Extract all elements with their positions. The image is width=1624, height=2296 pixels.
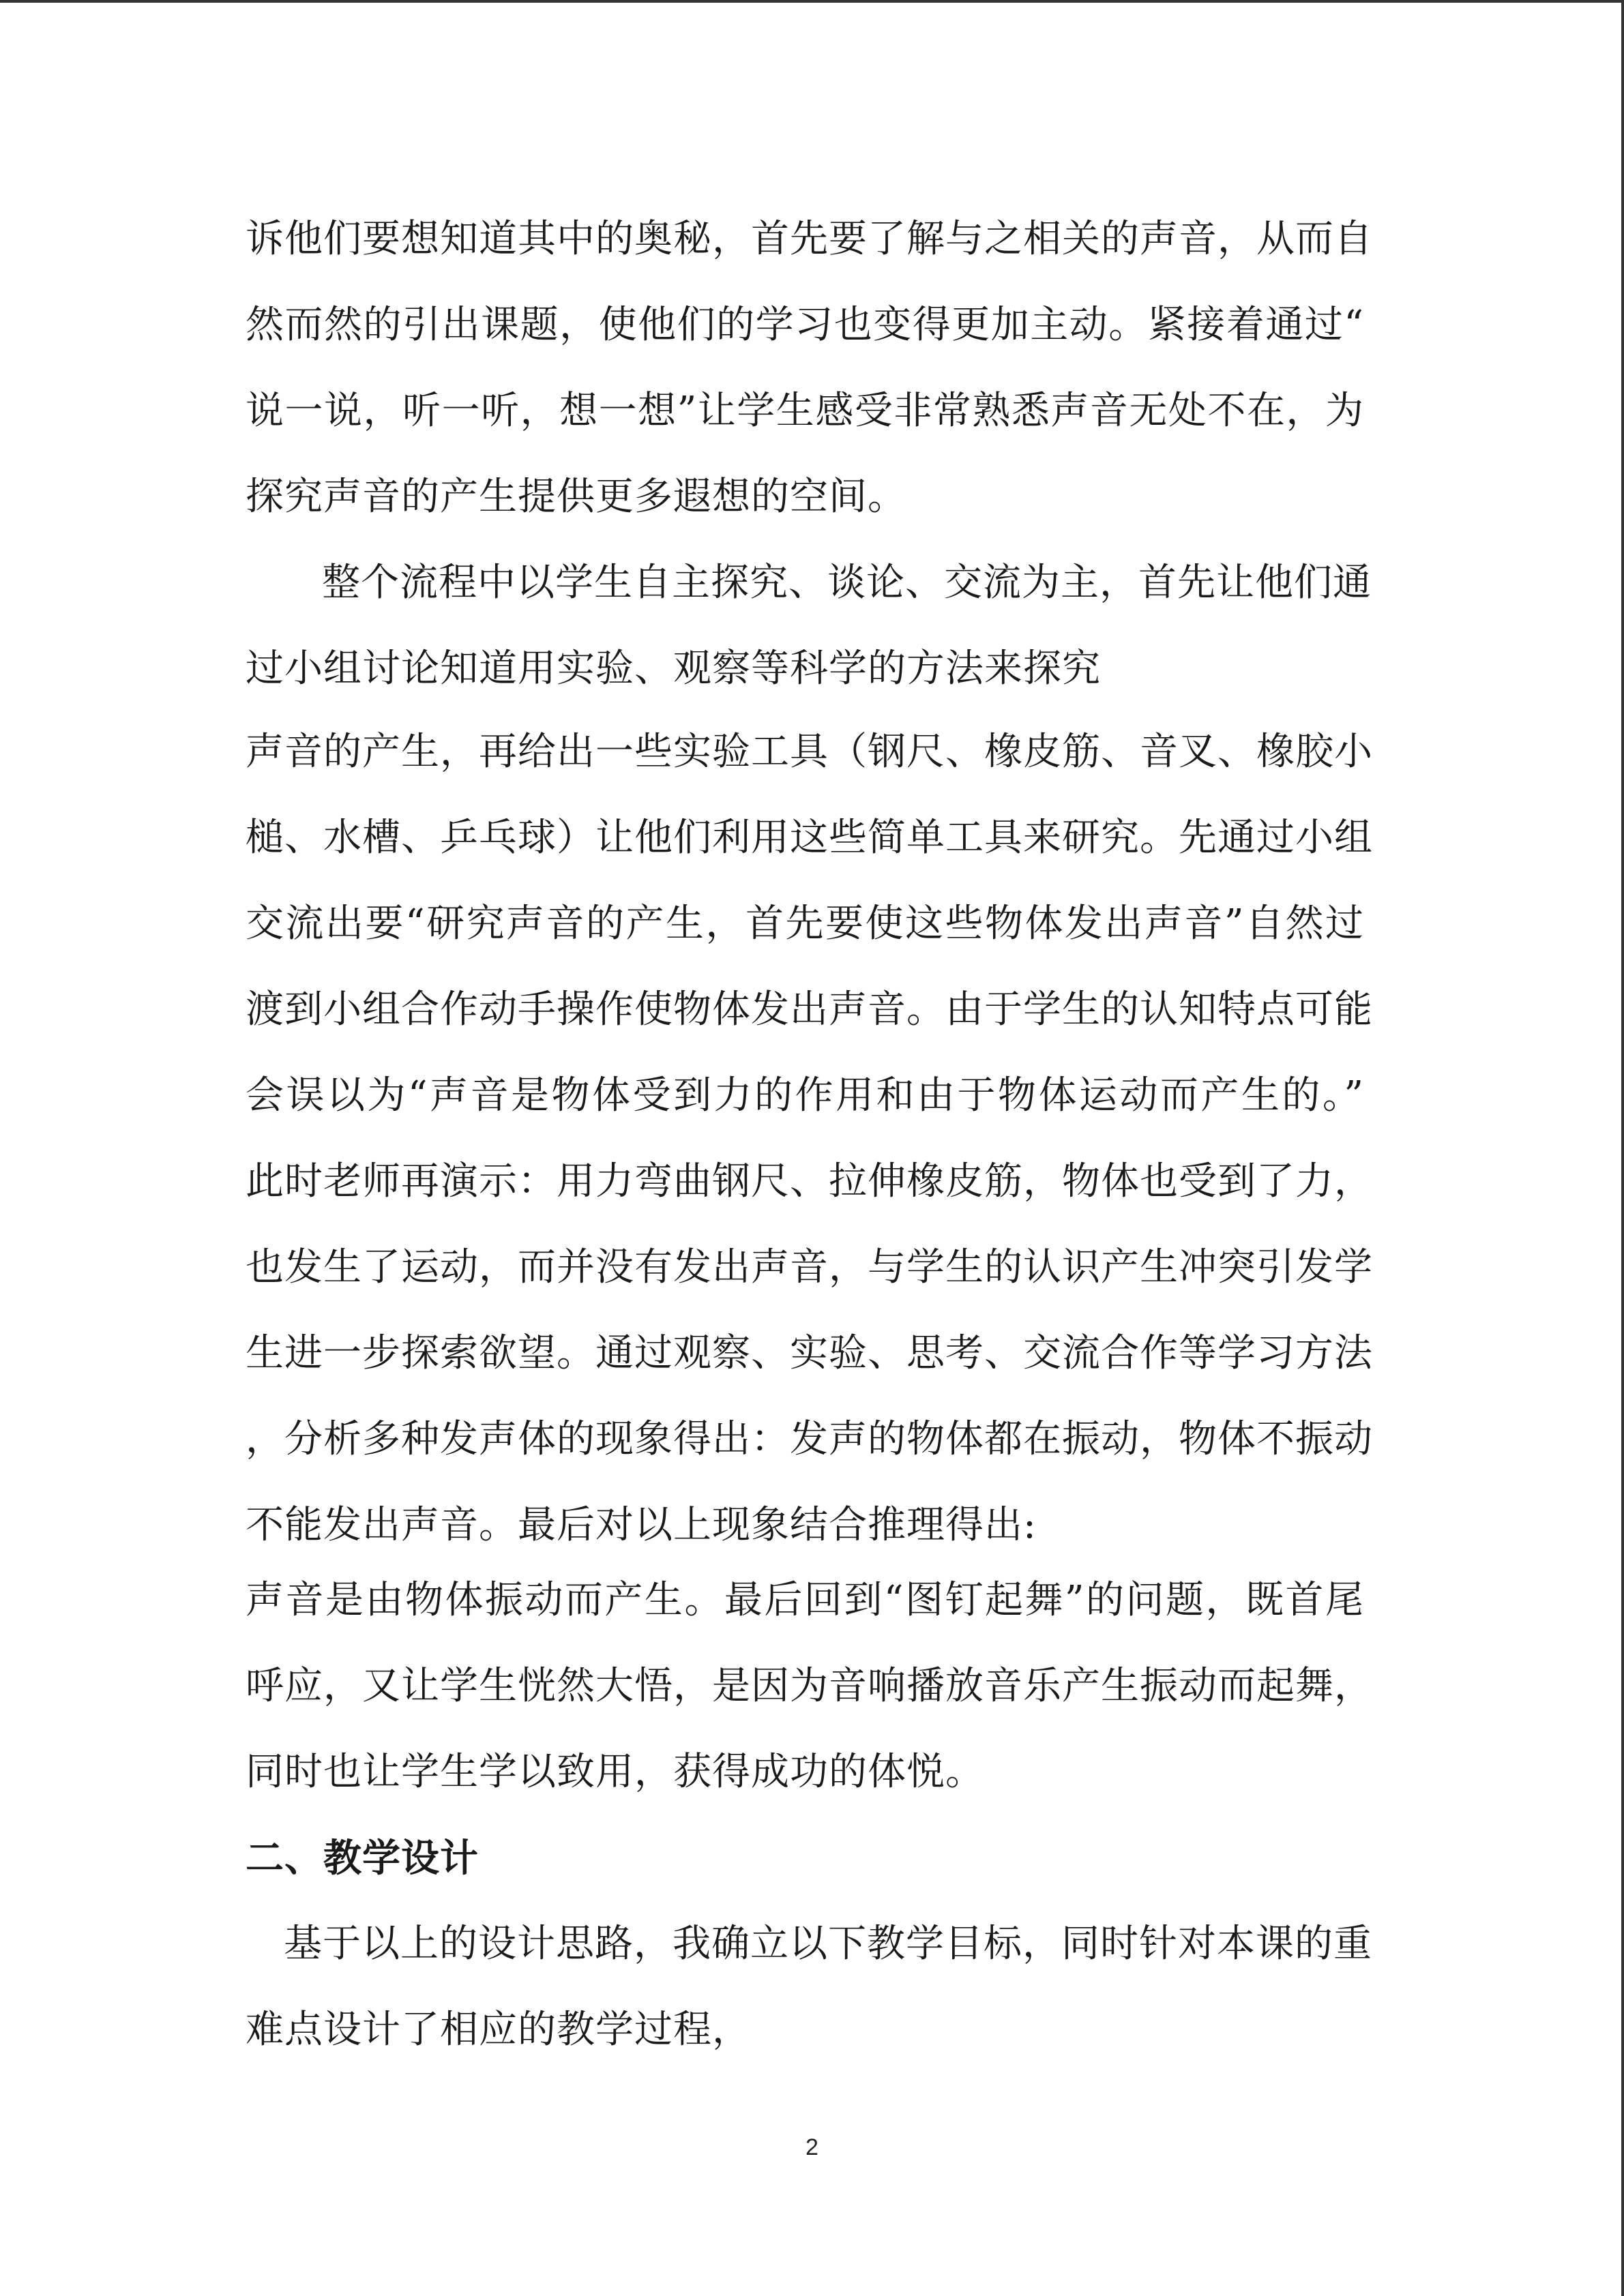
section-heading: 二、教学设计 [246, 1836, 479, 1881]
paragraph-first-line: 基于以上的设计思路，我确立以下教学目标，同时针对本课的重 [284, 1922, 1372, 1966]
text-line: 同时也让学生学以致用，获得成功的体悦。 [246, 1750, 984, 1794]
text-line: 诉他们要想知道其中的奥秘，首先要了解与之相关的声音，从而自 [246, 217, 1373, 261]
text-line: ，分析多种发声体的现象得出：发声的物体都在振动，物体不振动 [246, 1417, 1373, 1461]
text-line: 不能发出声音。最后对以上现象结合推理得出: [246, 1503, 1037, 1547]
text-line: 生进一步探索欲望。通过观察、实验、思考、交流合作等学习方法 [246, 1331, 1373, 1375]
text-line: 也发生了运动，而并没有发出声音，与学生的认识产生冲突引发学 [246, 1245, 1373, 1289]
paragraph-first-line: 整个流程中以学生自主探究、谈论、交流为主，首先让他们通 [322, 561, 1372, 605]
text-line: 渡到小组合作动手操作使物体发出声音。由于学生的认知特点可能 [246, 987, 1373, 1032]
text-line: 然而然的引出课题，使他们的学习也变得更加主动。紧接着通过“ [246, 303, 1364, 347]
text-line: 难点设计了相应的教学过程， [246, 2008, 751, 2052]
text-line: 声音的产生，再给出一些实验工具（钢尺、橡皮筋、音叉、橡胶小 [246, 730, 1373, 774]
text-line: 此时老师再演示：用力弯曲钢尺、拉伸橡皮筋，物体也受到了力， [246, 1159, 1373, 1204]
page-number: 2 [806, 2134, 818, 2160]
text-line: 呼应，又让学生恍然大悟，是因为音响播放音乐产生振动而起舞， [246, 1664, 1373, 1708]
text-line: 交流出要“研究声音的产生，首先要使这些物体发出声音”自然过 [246, 901, 1364, 946]
text-line: 过小组讨论知道用实验、观察等科学的方法来探究 [246, 646, 1101, 691]
text-line: 探究声音的产生提供更多遐想的空间。 [246, 475, 906, 519]
text-line: 说一说，听一听，想一想”让学生感受非常熟悉声音无处不在，为 [246, 389, 1364, 433]
text-line: 会误以为“声音是物体受到力的作用和由于物体运动而产生的。” [246, 1073, 1364, 1118]
text-line: 槌、水槽、乒乓球）让他们利用这些简单工具来研究。先通过小组 [246, 816, 1373, 860]
text-line: 声音是由物体振动而产生。最后回到“图钉起舞”的问题，既首尾 [246, 1578, 1364, 1622]
